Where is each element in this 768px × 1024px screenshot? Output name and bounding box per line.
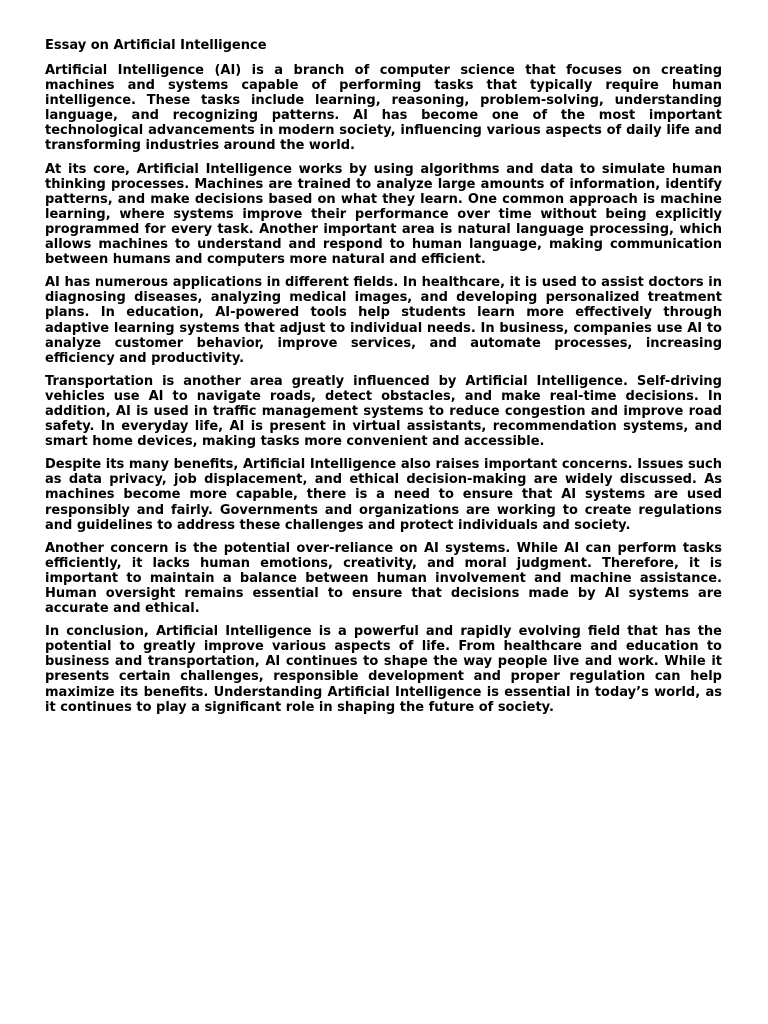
paragraph-conclusion: In conclusion, Artificial Intelligence is a powerful and rapidly evolving field that has the potential to greatly improve various aspects of life. From healthcare and education to business and transportation, AI continues to shape the way people live and work. While it presents certain challenges, responsible development and proper regulation can help maximize its benefits. Understanding Artificial Intelligence is essential in today’s world, as it continues to play a significant role in shaping the future of society.: [45, 624, 722, 715]
paragraph-concerns: Despite its many benefits, Artificial Intelligence also raises important concerns. Issues such as data privacy, job displacement, and ethical decision-making are widely discussed. As machines become more capable, there is a need to ensure that AI systems are used responsibly and fairly. Governments and organizations are working to create regulations and guidelines to address these challenges and protect individuals and society.: [45, 457, 722, 533]
paragraph-transportation: Transportation is another area greatly influenced by Artificial Intelligence. Self-driving vehicles use AI to navigate roads, detect obstacles, and make real-time decisions. In addition, AI is used in traffic management systems to reduce congestion and improve road safety. In everyday life, AI is present in virtual assistants, recommendation systems, and smart home devices, making tasks more convenient and accessible.: [45, 373, 722, 450]
paragraph-over-reliance: Another concern is the potential over-reliance on AI systems. While AI can perform tasks efficiently, it lacks human emotions, creativity, and moral judgment. Therefore, it is important to maintain a balance between human involvement and machine assistance. Human oversight remains essential to ensure that decisions made by AI systems are accurate and ethical.: [45, 540, 722, 617]
document-page: [45, 38, 722, 723]
essay-title: Essay on Artificial Intelligence: [45, 38, 267, 53]
paragraph-applications: AI has numerous applications in different fields. In healthcare, it is used to assist doctors in diagnosing diseases, analyzing medical images, and developing personalized treatment plans. In education, AI-powered tools help students learn more effectively through adaptive learning systems that adjust to individual needs. In business, companies use AI to analyze customer behavior, improve services, and automate processes, increasing efficiency and productivity.: [45, 275, 722, 366]
paragraph-introduction: Artificial Intelligence (AI) is a branch of computer science that focuses on creating machines and systems capable of performing tasks that typically require human intelligence. These tasks include learning, reasoning, problem-solving, understanding language, and recognizing patterns. AI has become one of the most important technological advancements in modern society, influencing various aspects of daily life and transforming industries around the world.: [45, 63, 722, 154]
paragraph-how-ai-works: At its core, Artificial Intelligence works by using algorithms and data to simulate human thinking processes. Machines are trained to analyze large amounts of information, identify patterns, and make decisions based on what they learn. One common approach is machine learning, where systems improve their performance over time without being explicitly programmed for every task. Another important area is natural language processing, which allows machines to understand and respond to human language, making communication between humans and computers more natural and efficient.: [45, 161, 722, 268]
